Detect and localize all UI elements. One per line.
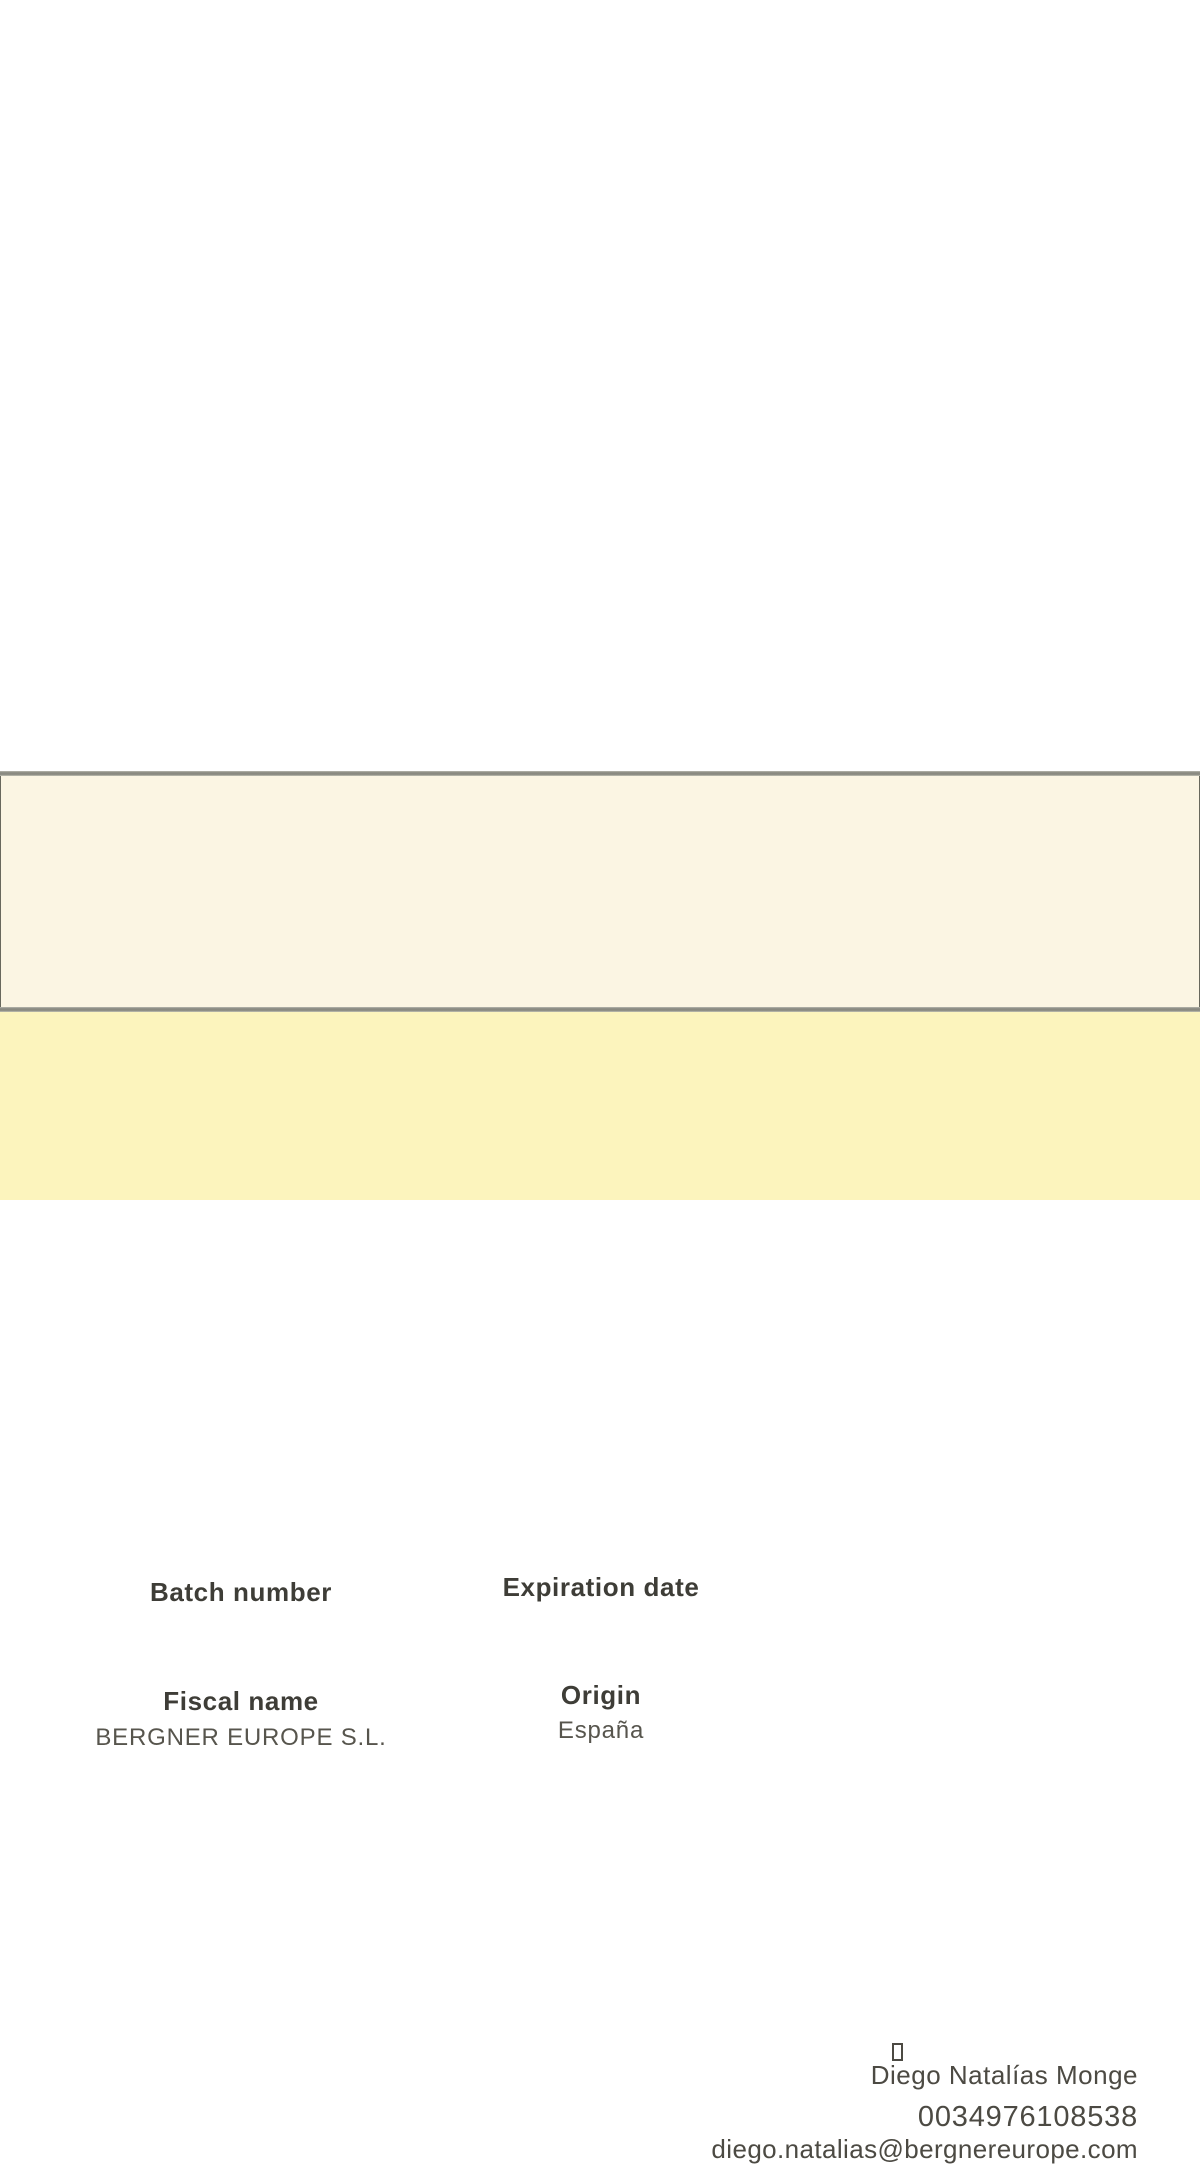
batch-number-label: Batch number xyxy=(149,1577,332,1607)
contact-phone-number: 0034976108538 xyxy=(917,2101,1138,2133)
contact-email-address: diego.natalias@bergnereurope.com xyxy=(711,2134,1138,2164)
expiration-date-label: Expiration date xyxy=(502,1572,700,1602)
product-info-panel xyxy=(0,776,1200,1751)
origin-label: Origin xyxy=(560,1680,642,1710)
origin-value: España xyxy=(557,1717,645,1744)
fiscal-name-value: BERGNER EUROPE S.L. xyxy=(95,1724,387,1751)
fiscal-name-label: Fiscal name xyxy=(163,1686,319,1716)
missing-glyph-icon xyxy=(892,2043,903,2061)
blank-upper-area xyxy=(0,0,1200,771)
contact-person-name: Diego Natalías Monge xyxy=(870,2060,1138,2090)
